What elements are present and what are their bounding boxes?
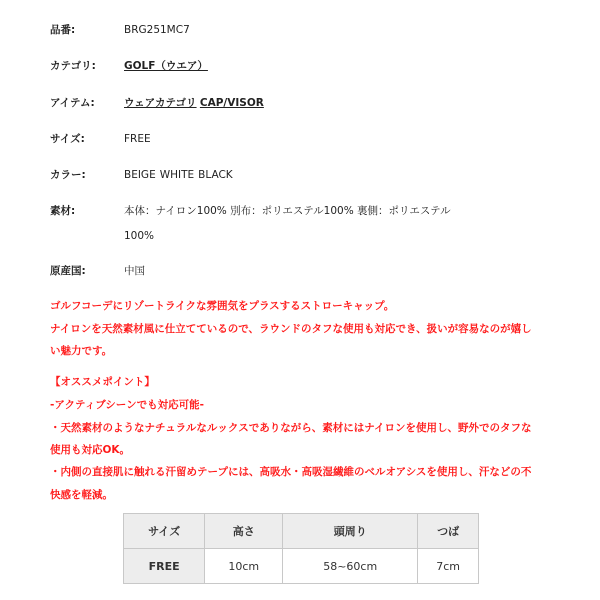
points-line-3: ・内側の直接肌に触れる汗留めテープには、高吸水・高吸湿繊維のベルオアシスを使用し、汗などの不 [50,466,532,478]
item-no-value: BRG251MC7 [124,24,190,36]
cap-visor-link[interactable]: CAP/VISOR [199,97,264,109]
material-line2: 100% [124,230,155,242]
points-line-1: ・天然素材のようなナチュラルなルックスでありながら、素材にはナイロンを使用し、野外でのタフな [50,422,532,434]
item-label: アイテム: [50,97,95,109]
item-no-label: 品番: [50,24,76,36]
points-line-4: 快感を軽減。 [50,489,113,501]
cell-brim: 7cm [418,549,479,584]
wear-category-link[interactable]: ウェアカテゴリ [124,97,197,109]
material-label: 素材: [50,205,76,217]
cell-height: 10cm [205,549,283,584]
item-value-wrap [124,96,264,110]
size-table-header-row [124,514,479,549]
size-label: サイズ: [50,133,85,145]
points-heading: 【オススメポイント】 [50,376,155,388]
points-subheading: -アクティブシーンでも対応可能- [50,399,204,411]
size-table [123,513,479,584]
header-head-circumference: 頭周り [283,514,418,549]
color-beige: BEIGE [124,169,156,181]
origin-label: 原産国: [50,265,86,277]
color-white: WHITE [159,169,195,181]
table-row [124,549,479,584]
category-label: カテゴリ: [50,60,96,72]
cell-head-circumference: 58~60cm [283,549,418,584]
description-line-3: い魅力です。 [50,345,113,357]
points-line-2: 使用も対応OK。 [50,444,131,456]
cell-size: FREE [124,549,205,584]
description-line-1: ゴルフコーデにリゾートライクな雰囲気をプラスするストローキャップ。 [50,300,395,312]
color-values [124,168,233,182]
header-height: 高さ [205,514,283,549]
category-link[interactable]: GOLF（ウエア） [124,60,208,72]
size-value: FREE [124,133,151,145]
color-label: カラー: [50,169,86,181]
origin-value: 中国 [124,265,145,277]
header-size: サイズ [124,514,205,549]
material-line1: 本体：ナイロン100% 別布：ポリエステル100% 裏側：ポリエステル [124,205,451,217]
header-brim: つば [418,514,479,549]
category-value-wrap [124,59,208,73]
description-line-2: ナイロンを天然素材風に仕立てているので、ラウンドのタフな使用も対応でき、扱いが容易なのが嬉し [50,323,532,335]
color-black: BLACK [198,169,233,181]
